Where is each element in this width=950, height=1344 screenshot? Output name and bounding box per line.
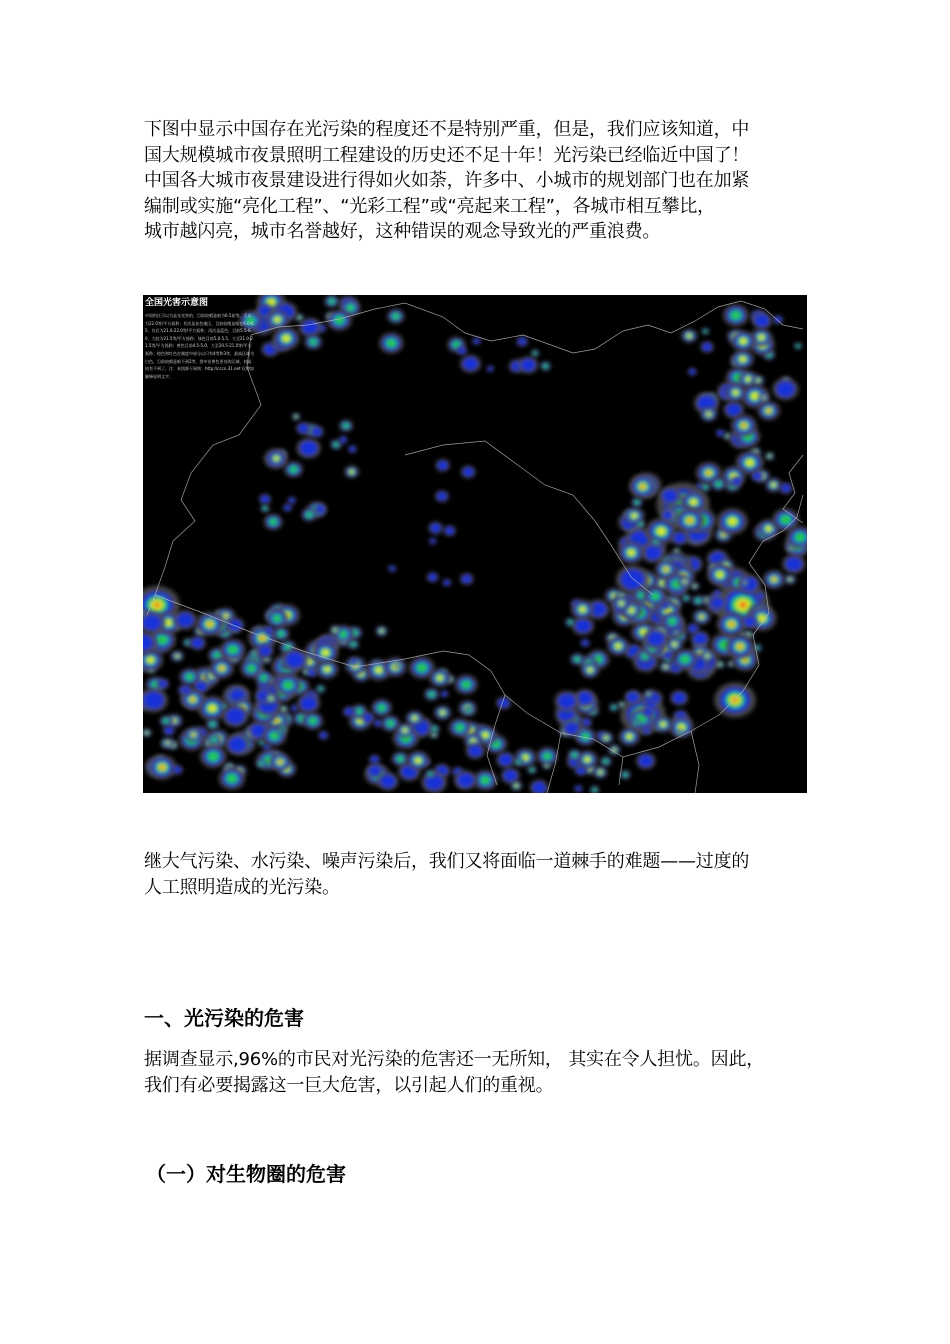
city-glow [496,752,515,768]
city-glow [692,609,710,625]
city-glow [794,342,802,349]
city-glow [296,422,311,435]
city-glow [608,745,621,756]
city-glow [717,508,748,534]
city-glow [185,727,202,742]
city-glow [427,572,439,582]
city-glow [435,490,449,502]
city-glow [571,600,594,619]
city-glow [456,346,467,355]
city-glow [700,407,717,422]
city-glow [731,331,755,352]
city-glow [270,753,291,771]
city-glow [636,753,656,770]
city-glow [161,737,174,748]
pollution-line: 人工照明造成的光污染。 [144,876,340,898]
city-glow [318,731,329,740]
city-glow [207,734,221,746]
city-glow [486,365,494,372]
city-glow [709,595,727,610]
city-glow [257,644,274,659]
city-glow [226,618,244,633]
city-glow [170,650,184,661]
city-glow [273,327,300,350]
city-glow [678,576,692,587]
city-glow [219,767,246,790]
city-glow [711,477,727,490]
city-glow [784,574,796,584]
city-glow [344,466,359,479]
city-glow [366,764,383,778]
city-glow [581,662,600,678]
city-glow [174,610,197,630]
city-glow [759,393,770,402]
section-heading-harm: 一、光污染的危害 [144,1006,304,1030]
city-glow [172,765,183,775]
city-glow [449,718,471,737]
city-glow [645,690,654,697]
city-glow [264,514,283,530]
city-glow [388,565,396,572]
city-glow [662,612,683,630]
city-glow [392,752,409,767]
city-glow [681,594,691,602]
light-pollution-map-figure [143,295,807,793]
city-glow [182,686,192,695]
city-glow [600,756,612,766]
city-glow [673,548,681,555]
city-glow [620,770,631,779]
survey-line: 我们有必要揭露这一巨大危害，以引起人们的重视。 [144,1074,554,1096]
city-glow [726,634,755,658]
city-glow [222,705,249,728]
city-glow [259,494,271,505]
city-glow [435,459,450,472]
city-glow [279,705,289,713]
city-glow [510,781,522,791]
city-glow [466,743,485,759]
city-glow [394,662,402,669]
city-glow [513,758,523,766]
city-glow [599,732,614,744]
city-glow [659,661,672,672]
city-glow [731,414,757,436]
city-glow [725,384,746,402]
city-glow [568,749,582,761]
city-glow [260,504,270,512]
city-glow [200,745,227,768]
city-glow [542,762,551,769]
city-glow [273,627,290,641]
city-glow [666,637,683,651]
city-glow [676,729,684,735]
city-glow [461,466,476,479]
city-glow [752,312,772,329]
city-glow [692,595,705,606]
city-glow [641,543,665,563]
city-glow [554,691,579,712]
city-glow [396,723,413,738]
city-glow [287,497,296,505]
city-glow [324,295,339,308]
city-glow [282,649,308,671]
survey-line: 据调查显示,96%的市民对光污染的危害还一无所知， 其实在令人担忧。因此， [144,1049,765,1070]
city-glow [631,497,643,507]
city-glow [688,368,697,376]
city-glow [701,328,709,335]
city-glow [387,309,405,324]
city-glow [681,329,697,343]
city-glow [580,639,590,647]
city-glow [755,592,765,601]
city-glow [609,703,619,711]
city-glow [429,724,440,733]
city-glow [618,541,644,563]
taiwan-glow [714,682,756,718]
city-glow [635,520,645,529]
intro-line: 中国各大城市夜景建设进行得如火如荼，许多中、小城市的规划部门也在加紧 [144,170,750,191]
city-glow [266,609,288,627]
city-glow [210,658,234,679]
city-glow [575,728,596,746]
city-glow [516,337,528,347]
city-glow [464,706,474,715]
city-glow [189,636,206,650]
city-glow [751,471,764,482]
intro-line: 城市越闪亮，城市名誉越好，这种错误的观念导致光的严重浪费。 [144,221,661,242]
city-glow [284,461,303,477]
city-glow [292,413,301,420]
city-glow [330,625,341,634]
city-glow [316,685,326,693]
city-glow [741,579,749,586]
city-glow [570,653,584,665]
city-glow [653,716,673,733]
city-glow [429,538,437,545]
city-glow [442,579,451,587]
city-glow [460,573,474,585]
city-glow [757,401,780,420]
city-glow [277,728,286,735]
survey-paragraph [144,1047,810,1098]
pollution-line: 继大气污染、水污染、噪声污染后，我们又将面临一道棘手的难题——过度的 [144,851,750,872]
city-glow [574,765,587,776]
city-glow [531,349,540,357]
city-glow [700,341,714,353]
city-glow [593,766,608,778]
city-glow [424,688,439,701]
city-glow [440,690,449,697]
city-glow [731,476,742,486]
map-legend [145,297,255,380]
city-glow [406,711,424,726]
city-glow [763,570,785,589]
city-glow [661,509,675,521]
subsection-heading-biosphere: （一）对生物圈的危害 [146,1162,346,1186]
city-glow [673,649,698,670]
city-glow [772,378,798,400]
city-glow [752,375,764,385]
city-glow [765,452,775,460]
city-glow [642,727,652,735]
city-glow [428,522,443,535]
city-glow [264,626,274,635]
city-glow [379,333,404,354]
city-glow [574,785,583,792]
city-glow [691,631,710,647]
city-glow [782,554,805,574]
intro-paragraph [144,117,810,245]
city-glow [651,538,661,547]
city-glow [425,770,435,779]
city-glow [327,310,352,331]
city-glow [713,589,721,596]
city-glow [619,728,641,746]
city-glow [275,674,301,696]
city-glow [267,450,286,466]
city-glow [407,751,430,770]
city-glow [779,482,793,494]
city-glow [644,587,666,606]
city-glow [157,678,170,689]
city-glow [255,670,273,685]
city-glow [659,487,680,505]
city-glow [297,694,320,714]
city-glow [296,438,321,459]
city-glow [472,337,481,345]
intro-line: 下图中显示中国存在光污染的程度还不是特别严重，但是，我们应该知道，中 [144,119,750,140]
city-glow [443,525,456,536]
pollution-paragraph [144,849,810,900]
city-glow [613,596,629,610]
city-glow [206,719,219,730]
city-glow [670,690,688,706]
city-glow [434,705,451,720]
city-glow [339,420,353,432]
city-glow [348,445,357,453]
city-glow [362,712,375,723]
city-glow [256,759,267,768]
city-glow [527,766,537,774]
city-glow [264,693,277,704]
map-title: 全国光害示意图 [145,298,209,308]
city-glow [454,770,477,790]
city-glow [310,426,324,438]
intro-line: 国大规模城市夜景照明工程建设的历史还不足十年！光污染已经临近中国了！ [144,144,750,166]
city-glow [339,436,348,444]
city-glow [742,615,758,629]
city-glow [675,508,704,533]
city-glow [302,712,323,730]
city-glow [163,725,175,736]
city-glow [283,504,292,512]
city-glow [607,637,629,656]
intro-line: 编制或实施“亮化工程”、“光彩工程”或“亮起来工程”，各城市相互攀比， [144,195,715,217]
city-glow [723,304,749,326]
city-glow [629,475,656,498]
city-glow [565,618,575,627]
city-glow [304,334,322,349]
city-glow [301,508,317,521]
city-glow [642,706,655,717]
city-glow [159,715,172,726]
city-glow [624,690,641,704]
city-glow [371,699,392,717]
city-glow [716,429,725,437]
city-glow [715,660,725,668]
city-glow [701,650,714,661]
city-glow [731,350,754,369]
city-glow [460,355,481,373]
city-glow [220,639,246,661]
city-glow [350,658,358,665]
city-glow [663,651,673,660]
city-glow [429,669,450,687]
city-glow [644,628,668,649]
map-legend-note: 中国的区可以为是光光害的，目前较晴是暗为6.5星等，大以为22.0等/平方弧秒；其次是灰色地区，目前较晴是暗在6.0-6.5，其后为21.0-22.0等/平方弧秒；再次是蓝色，目前5.5-6.0，大较为21.5等/平方弧秒；绿色目前5.0-5.5，大至21.0-21.5等/平方弧秒；黄色目前4.5-5.0，大至20.5-21.0等/平方弧秒；橙色和红色在城度中部分以只有4等和3等，最高区域为白色，目前较晴是暗不到2等，图中出黄色更亮的区域，较高较有不到了。注：本图源于网络：http://cccn.31.net 仅增加解释说明文字。 [145,313,255,379]
city-glow [631,719,641,727]
city-glow [540,361,551,370]
city-glow [343,706,356,717]
city-glow [773,315,784,324]
city-glow [518,356,538,373]
city-glow [671,530,689,545]
city-glow [375,626,387,637]
city-glow [369,755,380,765]
city-glow [455,675,478,695]
city-glow [717,612,746,637]
